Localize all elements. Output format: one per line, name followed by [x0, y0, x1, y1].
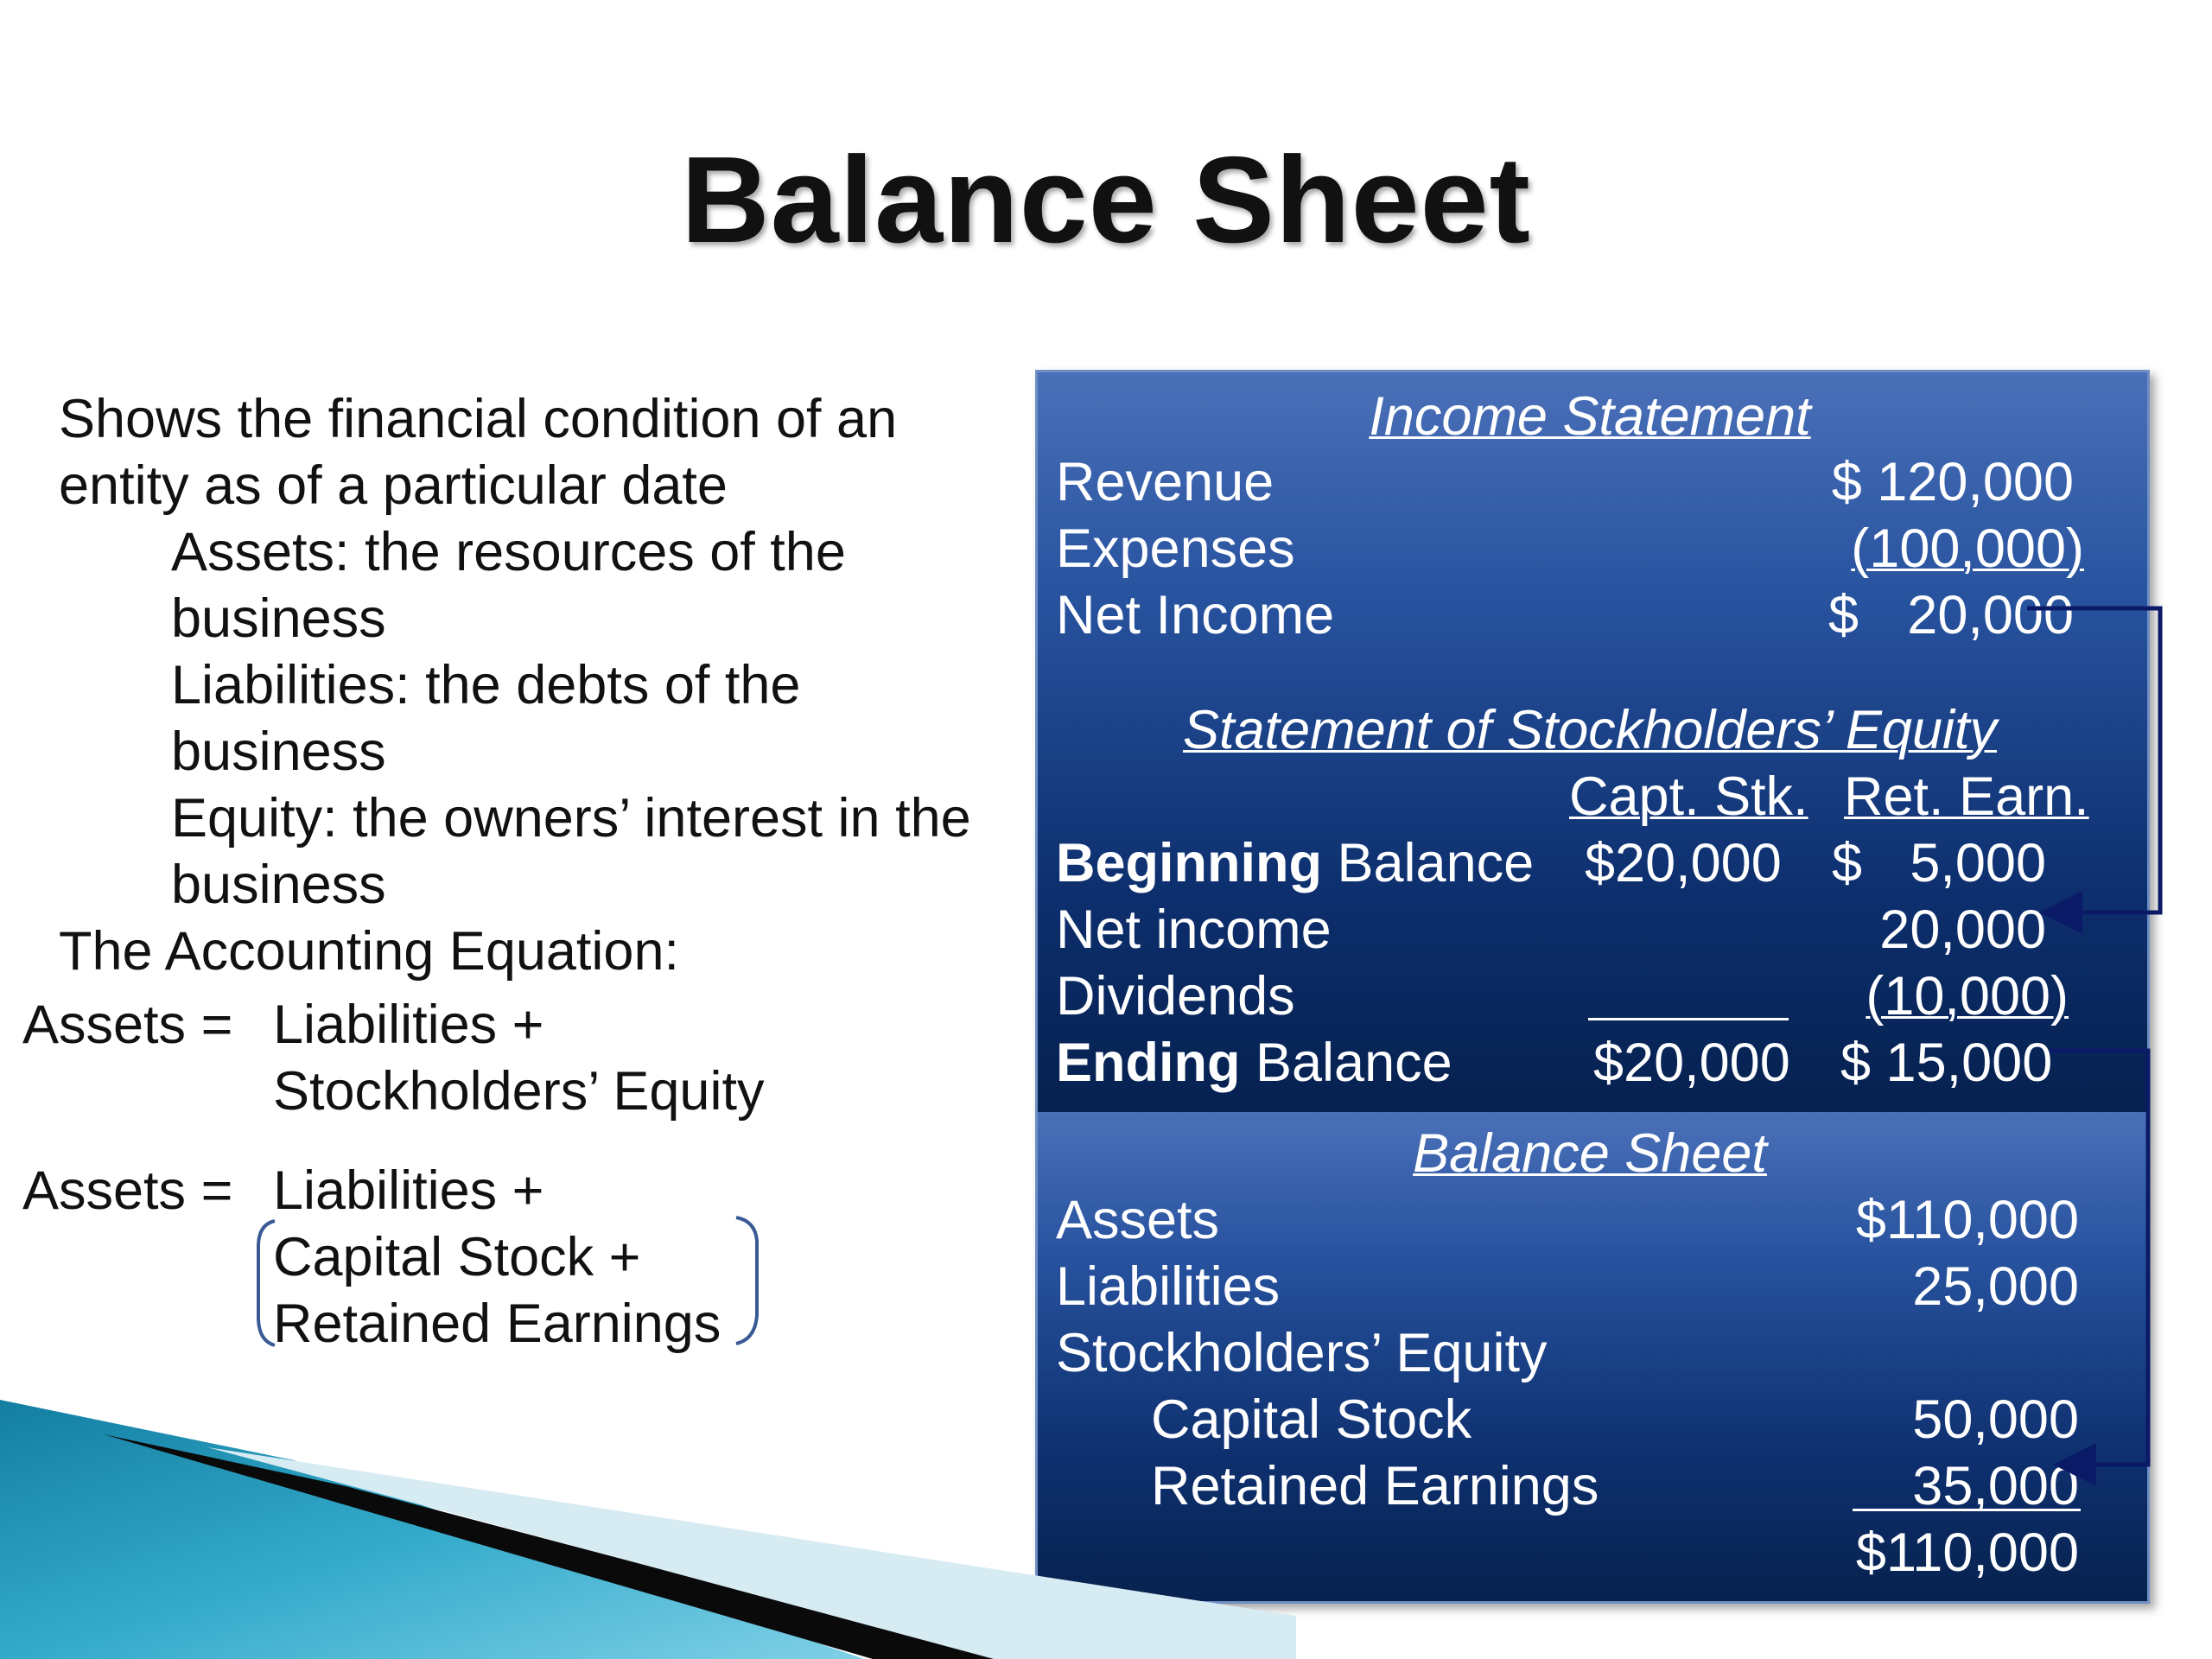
equation-1-liabilities: Liabilities + — [273, 995, 544, 1055]
net-income-currency: $ — [1828, 585, 1859, 645]
ending-retained-value: $ 15,000 — [1840, 1033, 2053, 1093]
retained-earnings-column-header: Ret. Earn. — [1844, 766, 2089, 827]
equation-2-assets: Assets = — [22, 1160, 233, 1221]
beginning-capital-value: $20,000 — [1585, 833, 1782, 893]
liabilities-definition-line-1: Liabilities: the debts of the — [171, 655, 801, 715]
equity-statement-heading: Statement of Stockholders’ Equity — [1182, 700, 1998, 760]
intro-line-1: Shows the financial condition of an — [59, 389, 898, 449]
expenses-label: Expenses — [1056, 518, 1295, 579]
revenue-value: $ 120,000 — [1831, 452, 2074, 512]
dividends-label: Dividends — [1056, 966, 1295, 1027]
equation-1-stockholders-equity: Stockholders’ Equity — [273, 1061, 765, 1122]
ending-rest: Balance — [1240, 1033, 1452, 1093]
expenses-value: (100,000) — [1851, 518, 2084, 579]
revenue-label: Revenue — [1056, 452, 1274, 512]
equity-definition-line-2: business — [171, 855, 386, 915]
bs-liabilities-value: 25,000 — [1912, 1256, 2079, 1317]
assets-definition-line-1: Assets: the resources of the — [171, 522, 846, 582]
bs-capital-stock-label: Capital Stock — [1151, 1389, 1472, 1450]
bs-assets-label: Assets — [1056, 1190, 1220, 1250]
bs-capital-stock-value: 50,000 — [1912, 1389, 2079, 1450]
net-income-value: 20,000 — [1907, 585, 2074, 645]
bs-equity-label: Stockholders’ Equity — [1056, 1323, 1548, 1383]
balance-sheet-heading: Balance Sheet — [1413, 1123, 1767, 1184]
equation-2-capital-stock: Capital Stock + — [273, 1227, 641, 1287]
dividends-value: (10,000) — [1866, 966, 2069, 1027]
beginning-bold: Beginning — [1056, 833, 1322, 893]
liabilities-definition-line-2: business — [171, 721, 386, 782]
equation-1-assets: Assets = — [22, 995, 233, 1055]
bs-retained-earnings-label: Retained Earnings — [1151, 1456, 1599, 1516]
net-income-label: Net Income — [1056, 585, 1335, 645]
equation-2-retained-earnings: Retained Earnings — [273, 1294, 721, 1354]
ending-bold: Ending — [1056, 1033, 1241, 1093]
equity-net-income-value: 20,000 — [1879, 899, 2046, 960]
income-statement-heading: Income Statement — [1369, 386, 1811, 447]
ending-capital-value: $20,000 — [1593, 1033, 1790, 1093]
bs-total-value: $110,000 — [1855, 1522, 2079, 1583]
assets-definition-line-2: business — [171, 588, 386, 649]
beginning-rest: Balance — [1321, 833, 1535, 893]
equation-heading: The Accounting Equation: — [59, 921, 680, 982]
capital-stock-column-header: Capt. Stk. — [1569, 766, 1808, 827]
equity-definition-line-1: Equity: the owners’ interest in the — [171, 788, 971, 849]
intro-line-2: entity as of a particular date — [59, 455, 728, 516]
equation-2-liabilities: Liabilities + — [273, 1160, 544, 1221]
slide-title: Balance Sheet — [681, 131, 1531, 269]
beginning-retained-value: 5,000 — [1910, 833, 2046, 893]
bs-retained-earnings-value: 35,000 — [1912, 1456, 2079, 1516]
bs-assets-value: $110,000 — [1855, 1190, 2079, 1250]
beginning-retained-currency: $ — [1832, 833, 1863, 893]
bs-liabilities-label: Liabilities — [1056, 1256, 1281, 1317]
equity-net-income-label: Net income — [1056, 899, 1332, 960]
